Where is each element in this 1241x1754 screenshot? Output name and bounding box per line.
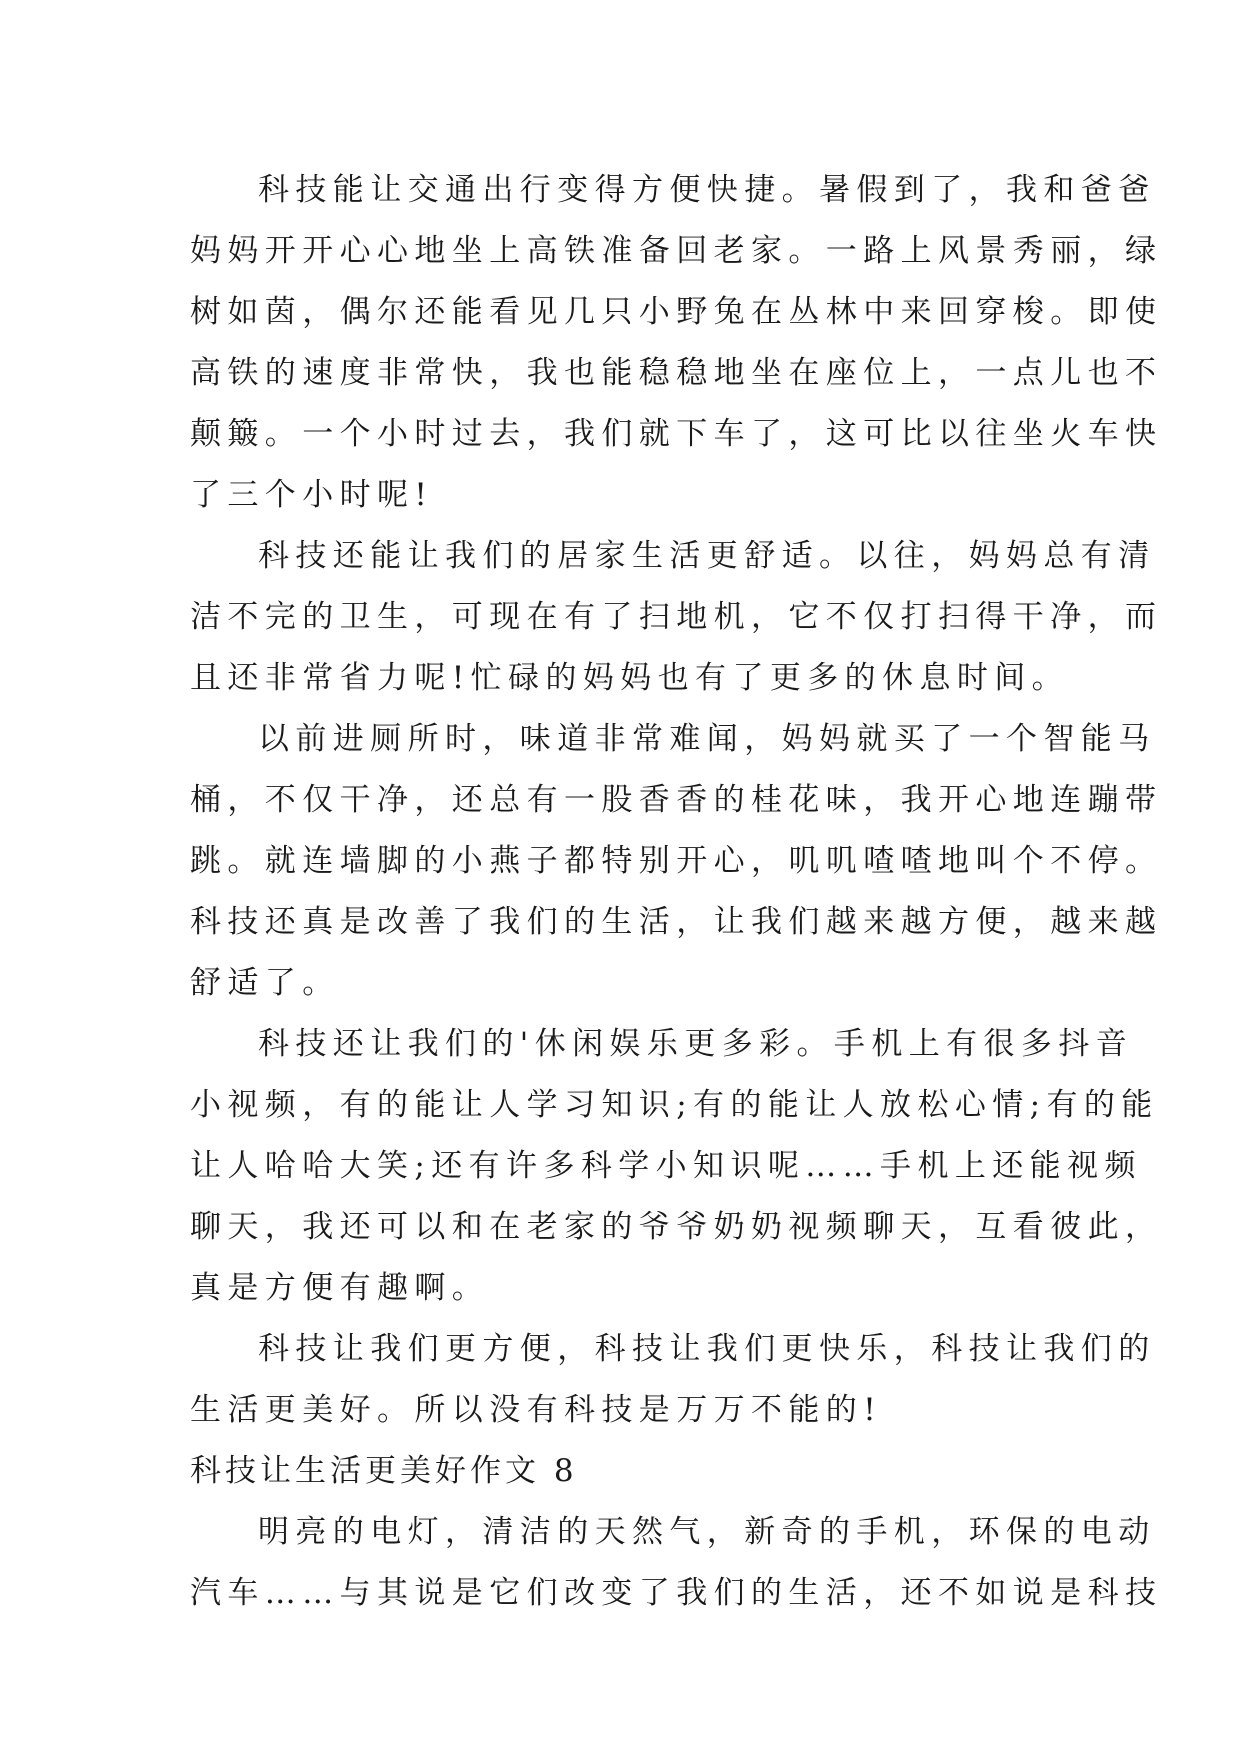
text-line: 洁不完的卫生，可现在有了扫地机，它不仅打扫得干净，而 xyxy=(190,599,1163,635)
text-line: 桶，不仅干净，还总有一股香香的桂花味，我开心地连蹦带 xyxy=(190,782,1163,818)
document-page xyxy=(190,160,1163,1624)
text-line: 舒适了。 xyxy=(190,965,340,1001)
text-line: 小视频，有的能让人学习知识;有的能让人放松心情;有的能 xyxy=(190,1087,1159,1123)
text-line: 科技还真是改善了我们的生活，让我们越来越方便，越来越 xyxy=(190,904,1163,940)
text-line: 以前进厕所时，味道非常难闻，妈妈就买了一个智能马 xyxy=(258,721,1156,757)
text-line: 汽车……与其说是它们改变了我们的生活，还不如说是科技 xyxy=(190,1575,1163,1611)
text-line: 科技让我们更方便，科技让我们更快乐，科技让我们的 xyxy=(258,1331,1156,1367)
text-line: 让人哈哈大笑;还有许多科学小知识呢……手机上还能视频 xyxy=(190,1148,1142,1184)
text-line: 且还非常省力呢!忙碌的妈妈也有了更多的休息时间。 xyxy=(190,660,1070,696)
text-line: 科技还能让我们的居家生活更舒适。以往，妈妈总有清 xyxy=(258,538,1156,574)
text-line: 了三个小时呢! xyxy=(190,477,434,513)
text-line: 真是方便有趣啊。 xyxy=(190,1270,490,1306)
text-line: 跳。就连墙脚的小燕子都特别开心，叽叽喳喳地叫个不停。 xyxy=(190,843,1163,879)
text-line: 高铁的速度非常快，我也能稳稳地坐在座位上，一点儿也不 xyxy=(190,355,1163,391)
text-line: 生活更美好。所以没有科技是万万不能的! xyxy=(190,1392,883,1428)
text-line: 树如茵，偶尔还能看见几只小野兔在丛林中来回穿梭。即使 xyxy=(190,294,1163,330)
text-line: 妈妈开开心心地坐上高铁准备回老家。一路上风景秀丽，绿 xyxy=(190,233,1163,269)
text-line: 聊天，我还可以和在老家的爷爷奶奶视频聊天，互看彼此， xyxy=(190,1209,1163,1245)
text-line: 科技还让我们的'休闲娱乐更多彩。手机上有很多抖音 xyxy=(258,1026,1134,1062)
section-heading: 科技让生活更美好作文 8 xyxy=(190,1453,578,1489)
text-line: 科技能让交通出行变得方便快捷。暑假到了，我和爸爸 xyxy=(258,172,1156,208)
text-line: 明亮的电灯，清洁的天然气，新奇的手机，环保的电动 xyxy=(258,1514,1156,1550)
text-line: 颠簸。一个小时过去，我们就下车了，这可比以往坐火车快 xyxy=(190,416,1163,452)
